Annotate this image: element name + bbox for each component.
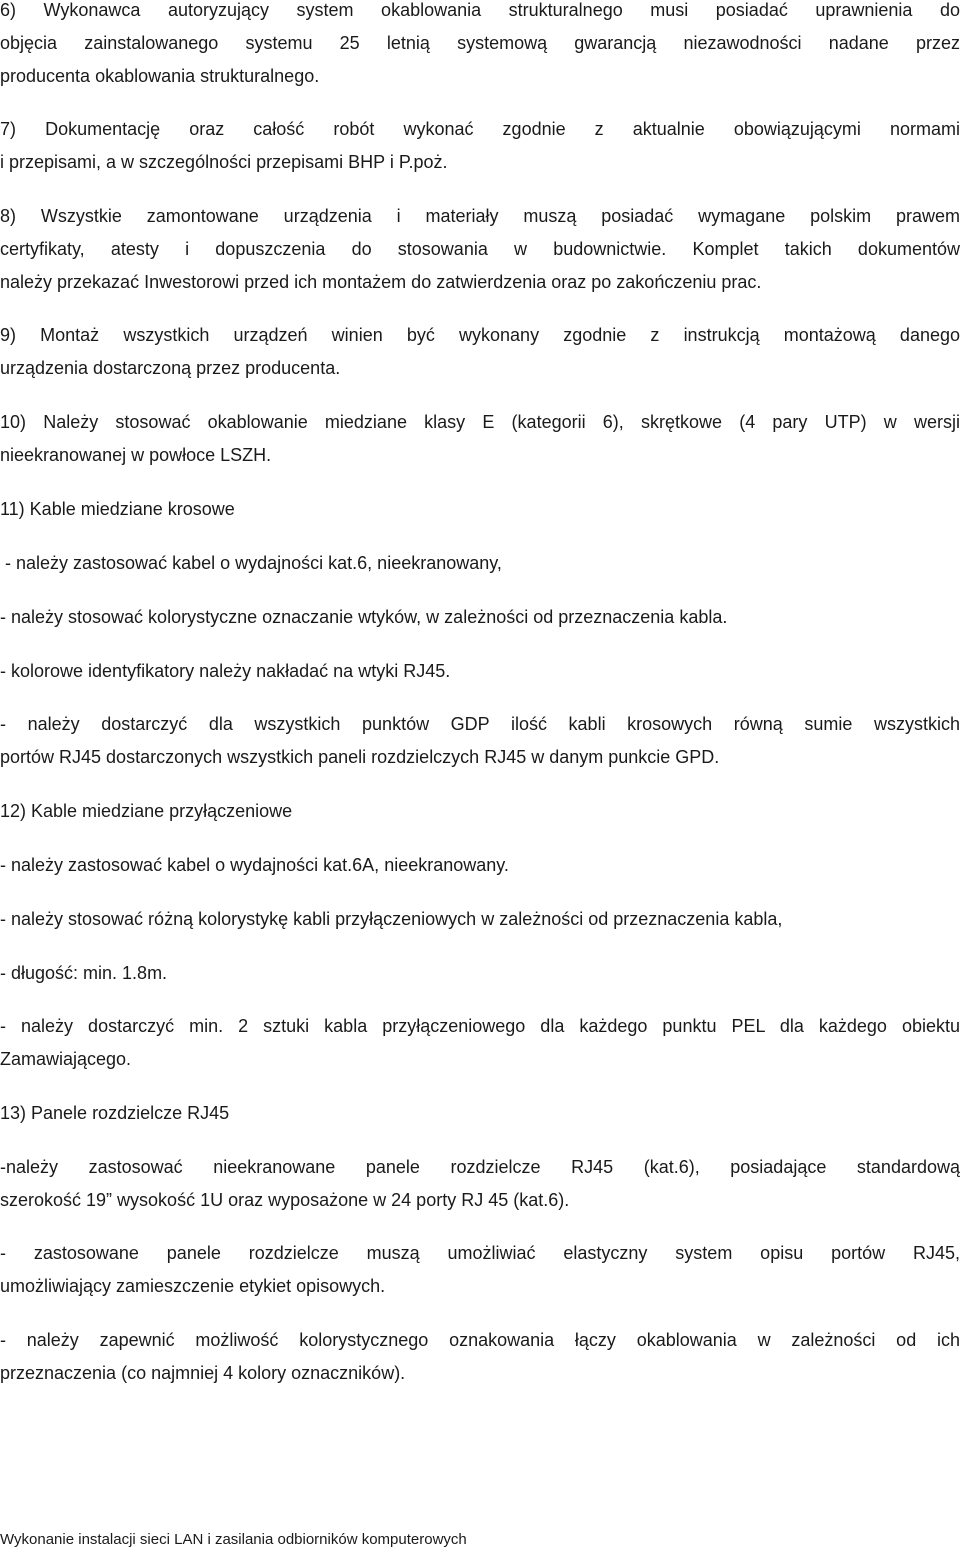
text-line: - zastosowane panele rozdzielcze muszą umożliwiać elastyczny system opisu portów RJ45,	[0, 1243, 960, 1263]
page-footer: Wykonanie instalacji sieci LAN i zasilania odbiorników komputerowych	[0, 1531, 467, 1548]
list-item	[0, 903, 960, 936]
text-line: objęcia zainstalowanego systemu 25 letnią systemową gwarancją niezawodności nadane przez	[0, 33, 960, 53]
text-line: szerokość 19” wysokość 1U oraz wyposażone w 24 porty RJ 45 (kat.6).	[0, 1190, 570, 1210]
text-line: portów RJ45 dostarczonych wszystkich paneli rozdzielczych RJ45 w danym punkcie GPD.	[0, 747, 720, 767]
text-line: 8) Wszystkie zamontowane urządzenia i materiały muszą posiadać wymagane polskim prawem	[0, 206, 960, 226]
text-line: należy przekazać Inwestorowi przed ich montażem do zatwierdzenia oraz po zakończeniu prac.	[0, 272, 762, 292]
list-item	[0, 1010, 960, 1076]
paragraph-7	[0, 113, 960, 179]
paragraph-6	[0, 0, 960, 93]
list-item	[0, 849, 960, 882]
text-line: - należy zastosować kabel o wydajności kat.6, nieekranowany,	[0, 553, 502, 573]
text-line: - należy dostarczyć dla wszystkich punktów GDP ilość kabli krosowych równą sumie wszystkich	[0, 714, 960, 734]
text-line: certyfikaty, atesty i dopuszczenia do stosowania w budownictwie. Komplet takich dokumentów	[0, 239, 960, 259]
text-line: 9) Montaż wszystkich urządzeń winien być wykonany zgodnie z instrukcją montażową danego	[0, 325, 960, 345]
list-item	[0, 957, 960, 990]
section-heading-11	[0, 493, 960, 526]
text-line: 12) Kable miedziane przyłączeniowe	[0, 801, 293, 821]
text-line: Zamawiającego.	[0, 1049, 132, 1069]
list-item	[0, 1151, 960, 1217]
paragraph-9	[0, 319, 960, 385]
list-item	[0, 708, 960, 774]
section-heading-12	[0, 795, 960, 828]
text-line: 11) Kable miedziane krosowe	[0, 499, 235, 519]
paragraph-10	[0, 406, 960, 472]
text-line: umożliwiający zamieszczenie etykiet opisowych.	[0, 1276, 386, 1296]
list-item	[0, 1324, 960, 1390]
text-line: przeznaczenia (co najmniej 4 kolory oznaczników).	[0, 1363, 406, 1383]
text-line: - należy dostarczyć min. 2 sztuki kabla przyłączeniowego dla każdego punktu PEL dla każdego obiektu	[0, 1016, 960, 1036]
list-item	[0, 601, 960, 634]
list-item	[0, 547, 960, 580]
text-line: - kolorowe identyfikatory należy nakładać na wtyki RJ45.	[0, 661, 451, 681]
text-line: 6) Wykonawca autoryzujący system okablowania strukturalnego musi posiadać uprawnienia do	[0, 0, 960, 20]
text-line: i przepisami, a w szczególności przepisami BHP i P.poż.	[0, 152, 448, 172]
paragraph-8	[0, 200, 960, 299]
list-item	[0, 1237, 960, 1303]
text-line: urządzenia dostarczoną przez producenta.	[0, 358, 341, 378]
text-line: 10) Należy stosować okablowanie miedziane klasy E (kategorii 6), skrętkowe (4 pary UTP) w wersji	[0, 412, 960, 432]
text-line: -należy zastosować nieekranowane panele rozdzielcze RJ45 (kat.6), posiadające standardową	[0, 1157, 960, 1177]
text-line: - długość: min. 1.8m.	[0, 963, 168, 983]
section-heading-13	[0, 1097, 960, 1130]
text-line: 7) Dokumentację oraz całość robót wykonać zgodnie z aktualnie obowiązującymi normami	[0, 119, 960, 139]
text-line: nieekranowanej w powłoce LSZH.	[0, 445, 272, 465]
list-item	[0, 655, 960, 688]
text-line: producenta okablowania strukturalnego.	[0, 66, 320, 86]
text-line: - należy zastosować kabel o wydajności kat.6A, nieekranowany.	[0, 855, 509, 875]
text-line: - należy zapewnić możliwość kolorystycznego oznakowania łączy okablowania w zależności od ich	[0, 1330, 960, 1350]
text-line: 13) Panele rozdzielcze RJ45	[0, 1103, 230, 1123]
text-line: - należy stosować różną kolorystykę kabli przyłączeniowych w zależności od przeznaczenia kabla,	[0, 909, 783, 929]
text-line: - należy stosować kolorystyczne oznaczanie wtyków, w zależności od przeznaczenia kabla.	[0, 607, 728, 627]
